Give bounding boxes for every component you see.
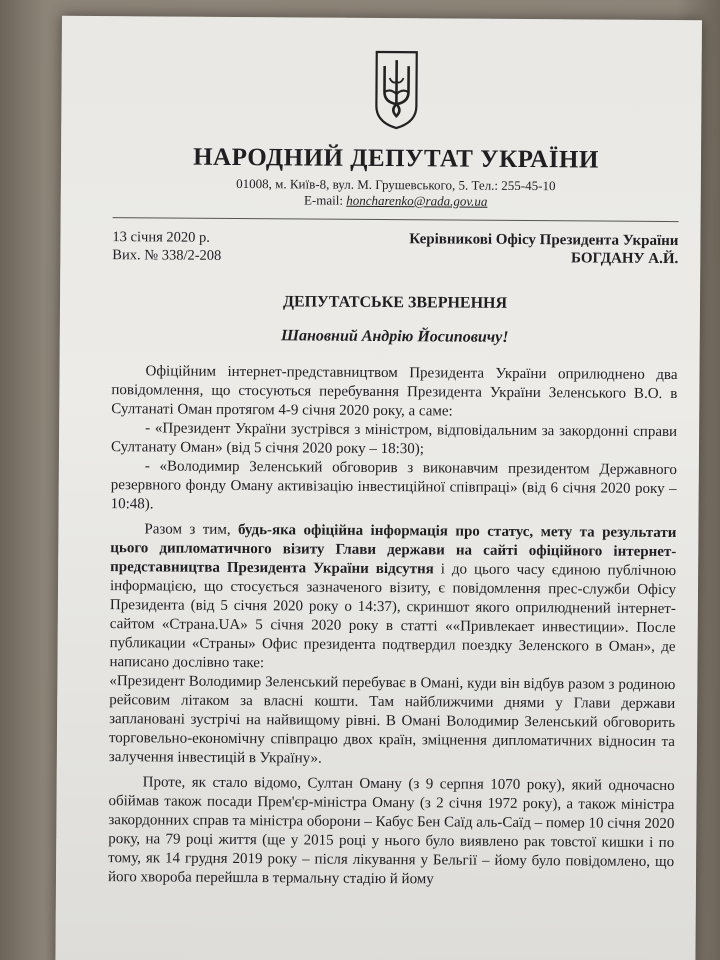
recipient-position: Керівникові Офісу Президента України bbox=[409, 231, 679, 250]
recipient-block bbox=[409, 230, 678, 268]
issuer-address: 01008, м. Київ-8, вул. М. Грушевського, 5. Тел.: 255-45-10 bbox=[236, 175, 556, 194]
document-title: ДЕПУТАТСЬКЕ ЗВЕРНЕННЯ bbox=[282, 293, 508, 312]
issuer-title: НАРОДНИЙ ДЕПУТАТ УКРАЇНИ bbox=[193, 143, 599, 174]
paragraph-2-quote: «Президент Володимир Зеленський перебуває в Омані, куди він відбув разом з родиною рейсовим літаком за власні кошти. Там найближчими днями у Глави держави заплановані зустрічі на найвищому рівні. В Омані Володимир Зеленський обговорить торговельно-економічну співпрацю двох країн, зміцнення дипломатичних відносин та залучення інвестицій в Україну». bbox=[108, 673, 676, 767]
email-link[interactable]: honcharenko@rada.gov.ua bbox=[346, 192, 488, 209]
paragraph-2-body: і до цього часу єдиною публічною інформацією, що стосується зазначеного візиту, є повідомлення прес-служби Офісу Президента (від 5 січня 2020 року о 14:37), скриншот якого оприлюднений інтернет-сайтом «Страна.UA» 5 січня 2020 року в статті ««Привлекает инвестиции». После публикации «Страны» Офис президента подтвердил поездку Зеленского в Оман», де написано дослівно таке: bbox=[109, 561, 677, 672]
outgoing-number: Вих. № 338/2-208 bbox=[112, 247, 222, 264]
document-date: 13 січня 2020 р. bbox=[112, 229, 210, 246]
list-item-2: - «Володимир Зеленський обговорив з виконавчим президентом Державного резервного фонду Оману активізацію інвестиційної співпраці» (від 6 січня 2020 року – 10:48). bbox=[110, 458, 677, 513]
paragraph-2-emphasis: будь-яка офіційна інформація про статус, мету та результати цього дипломатичного візиту Глави держави на сайті офіційного інтернет-представництва Президента України відсутня bbox=[110, 522, 677, 578]
salutation: Шановний Андрію Йосиповичу! bbox=[280, 327, 509, 346]
header-divider bbox=[113, 217, 679, 222]
issuer-email-line bbox=[113, 191, 679, 211]
paragraph-2-intro: Разом з тим, bbox=[144, 521, 239, 539]
trident-emblem-icon bbox=[372, 48, 421, 130]
document-sheet bbox=[55, 16, 702, 960]
meta-row bbox=[112, 228, 678, 268]
email-label: E-mail: bbox=[303, 192, 344, 208]
paragraph-2 bbox=[109, 520, 676, 676]
list-item-1: - «Президент України зустрівся з міністром, відповідальним за закордонні справи Султанату Оман» (від 5 січня 2020 року – 18:30); bbox=[110, 420, 678, 458]
document-content bbox=[108, 46, 680, 891]
recipient-name: БОГДАНУ А.Й. bbox=[570, 250, 679, 268]
meta-left bbox=[112, 228, 221, 265]
paragraph-3: Проте, як стало відомо, Султан Оману (з 9 серпня 1070 року), який одночасно обіймав також посади Прем'єр-міністра Оману (з 2 січня 1972 року), а також міністра закордонних справ та міністра оборони – Кабус Бен Саїд аль-Саїд – помер 10 січня 2020 року, на 79 році життя (ще у 2015 році у нього було виявлено рак товстої кишки і по тому, як 14 грудня 2019 року – після лікування у Бельгії – йому було повідомлено, що його хвороба перейшла в термальну стадію й йому bbox=[107, 774, 675, 888]
paragraph-1: Офіційним інтернет-представництвом Президента України оприлюднено два повідомлення, що стосуються перебування Президента України Зеленського В.О. в Султанаті Оман протягом 4-9 січня 2020 року, а саме: bbox=[111, 363, 678, 420]
